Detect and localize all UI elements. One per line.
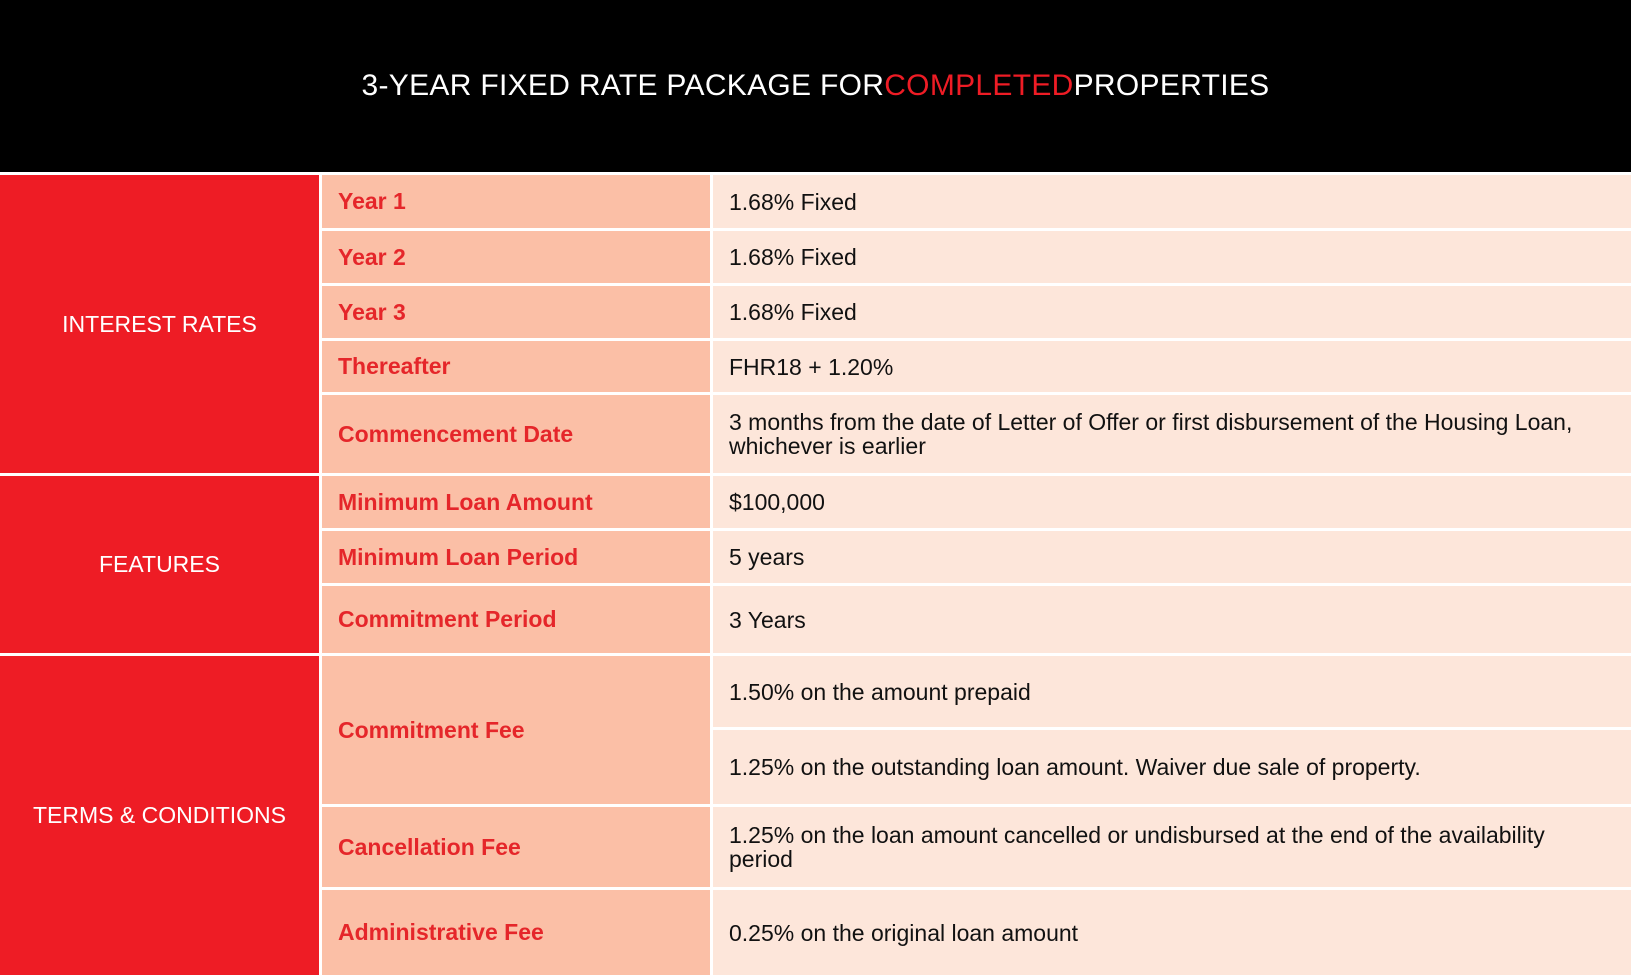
row-value-administrative-fee: 0.25% on the original loan amount	[713, 890, 1631, 975]
page-title	[0, 0, 1631, 172]
title-prefix: 3-YEAR FIXED RATE PACKAGE FOR	[361, 69, 885, 102]
section-features	[0, 476, 319, 653]
row-value-commitment-fee-2: 1.25% on the outstanding loan amount. Waiver due sale of property.	[713, 730, 1631, 804]
row-value-commencement-date: 3 months from the date of Letter of Offer or first disbursement of the Housing Loan, whichever is earlier	[713, 395, 1631, 473]
row-value-cancellation-fee: 1.25% on the loan amount cancelled or undisbursed at the end of the availability period	[713, 807, 1631, 887]
row-label-year-2: Year 2	[322, 231, 710, 283]
row-label-administrative-fee: Administrative Fee	[322, 890, 710, 975]
row-label-year-3: Year 3	[322, 286, 710, 338]
row-label-commitment-period: Commitment Period	[322, 586, 710, 653]
row-value-minimum-loan-amount: $100,000	[713, 476, 1631, 528]
section-terms-conditions	[0, 656, 319, 975]
section-label: INTEREST RATES	[62, 310, 257, 337]
row-value-commitment-period: 3 Years	[713, 586, 1631, 653]
row-label-thereafter: Thereafter	[322, 341, 710, 392]
row-value-commitment-fee-1: 1.50% on the amount prepaid	[713, 656, 1631, 727]
row-value-minimum-loan-period: 5 years	[713, 531, 1631, 583]
row-label-commencement-date: Commencement Date	[322, 395, 710, 473]
row-value-year-2: 1.68% Fixed	[713, 231, 1631, 283]
section-interest-rates	[0, 175, 319, 473]
title-suffix: PROPERTIES	[1073, 69, 1270, 102]
title-highlight: COMPLETED	[884, 69, 1074, 102]
row-value-year-3: 1.68% Fixed	[713, 286, 1631, 338]
section-label: TERMS & CONDITIONS	[32, 802, 286, 828]
row-value-thereafter: FHR18 + 1.20%	[713, 341, 1631, 392]
row-label-commitment-fee: Commitment Fee	[322, 656, 710, 804]
row-label-cancellation-fee: Cancellation Fee	[322, 807, 710, 887]
section-label: FEATURES	[99, 551, 220, 577]
row-value-year-1: 1.68% Fixed	[713, 175, 1631, 228]
row-label-year-1: Year 1	[322, 175, 710, 228]
row-label-minimum-loan-amount: Minimum Loan Amount	[322, 476, 710, 528]
row-label-minimum-loan-period: Minimum Loan Period	[322, 531, 710, 583]
